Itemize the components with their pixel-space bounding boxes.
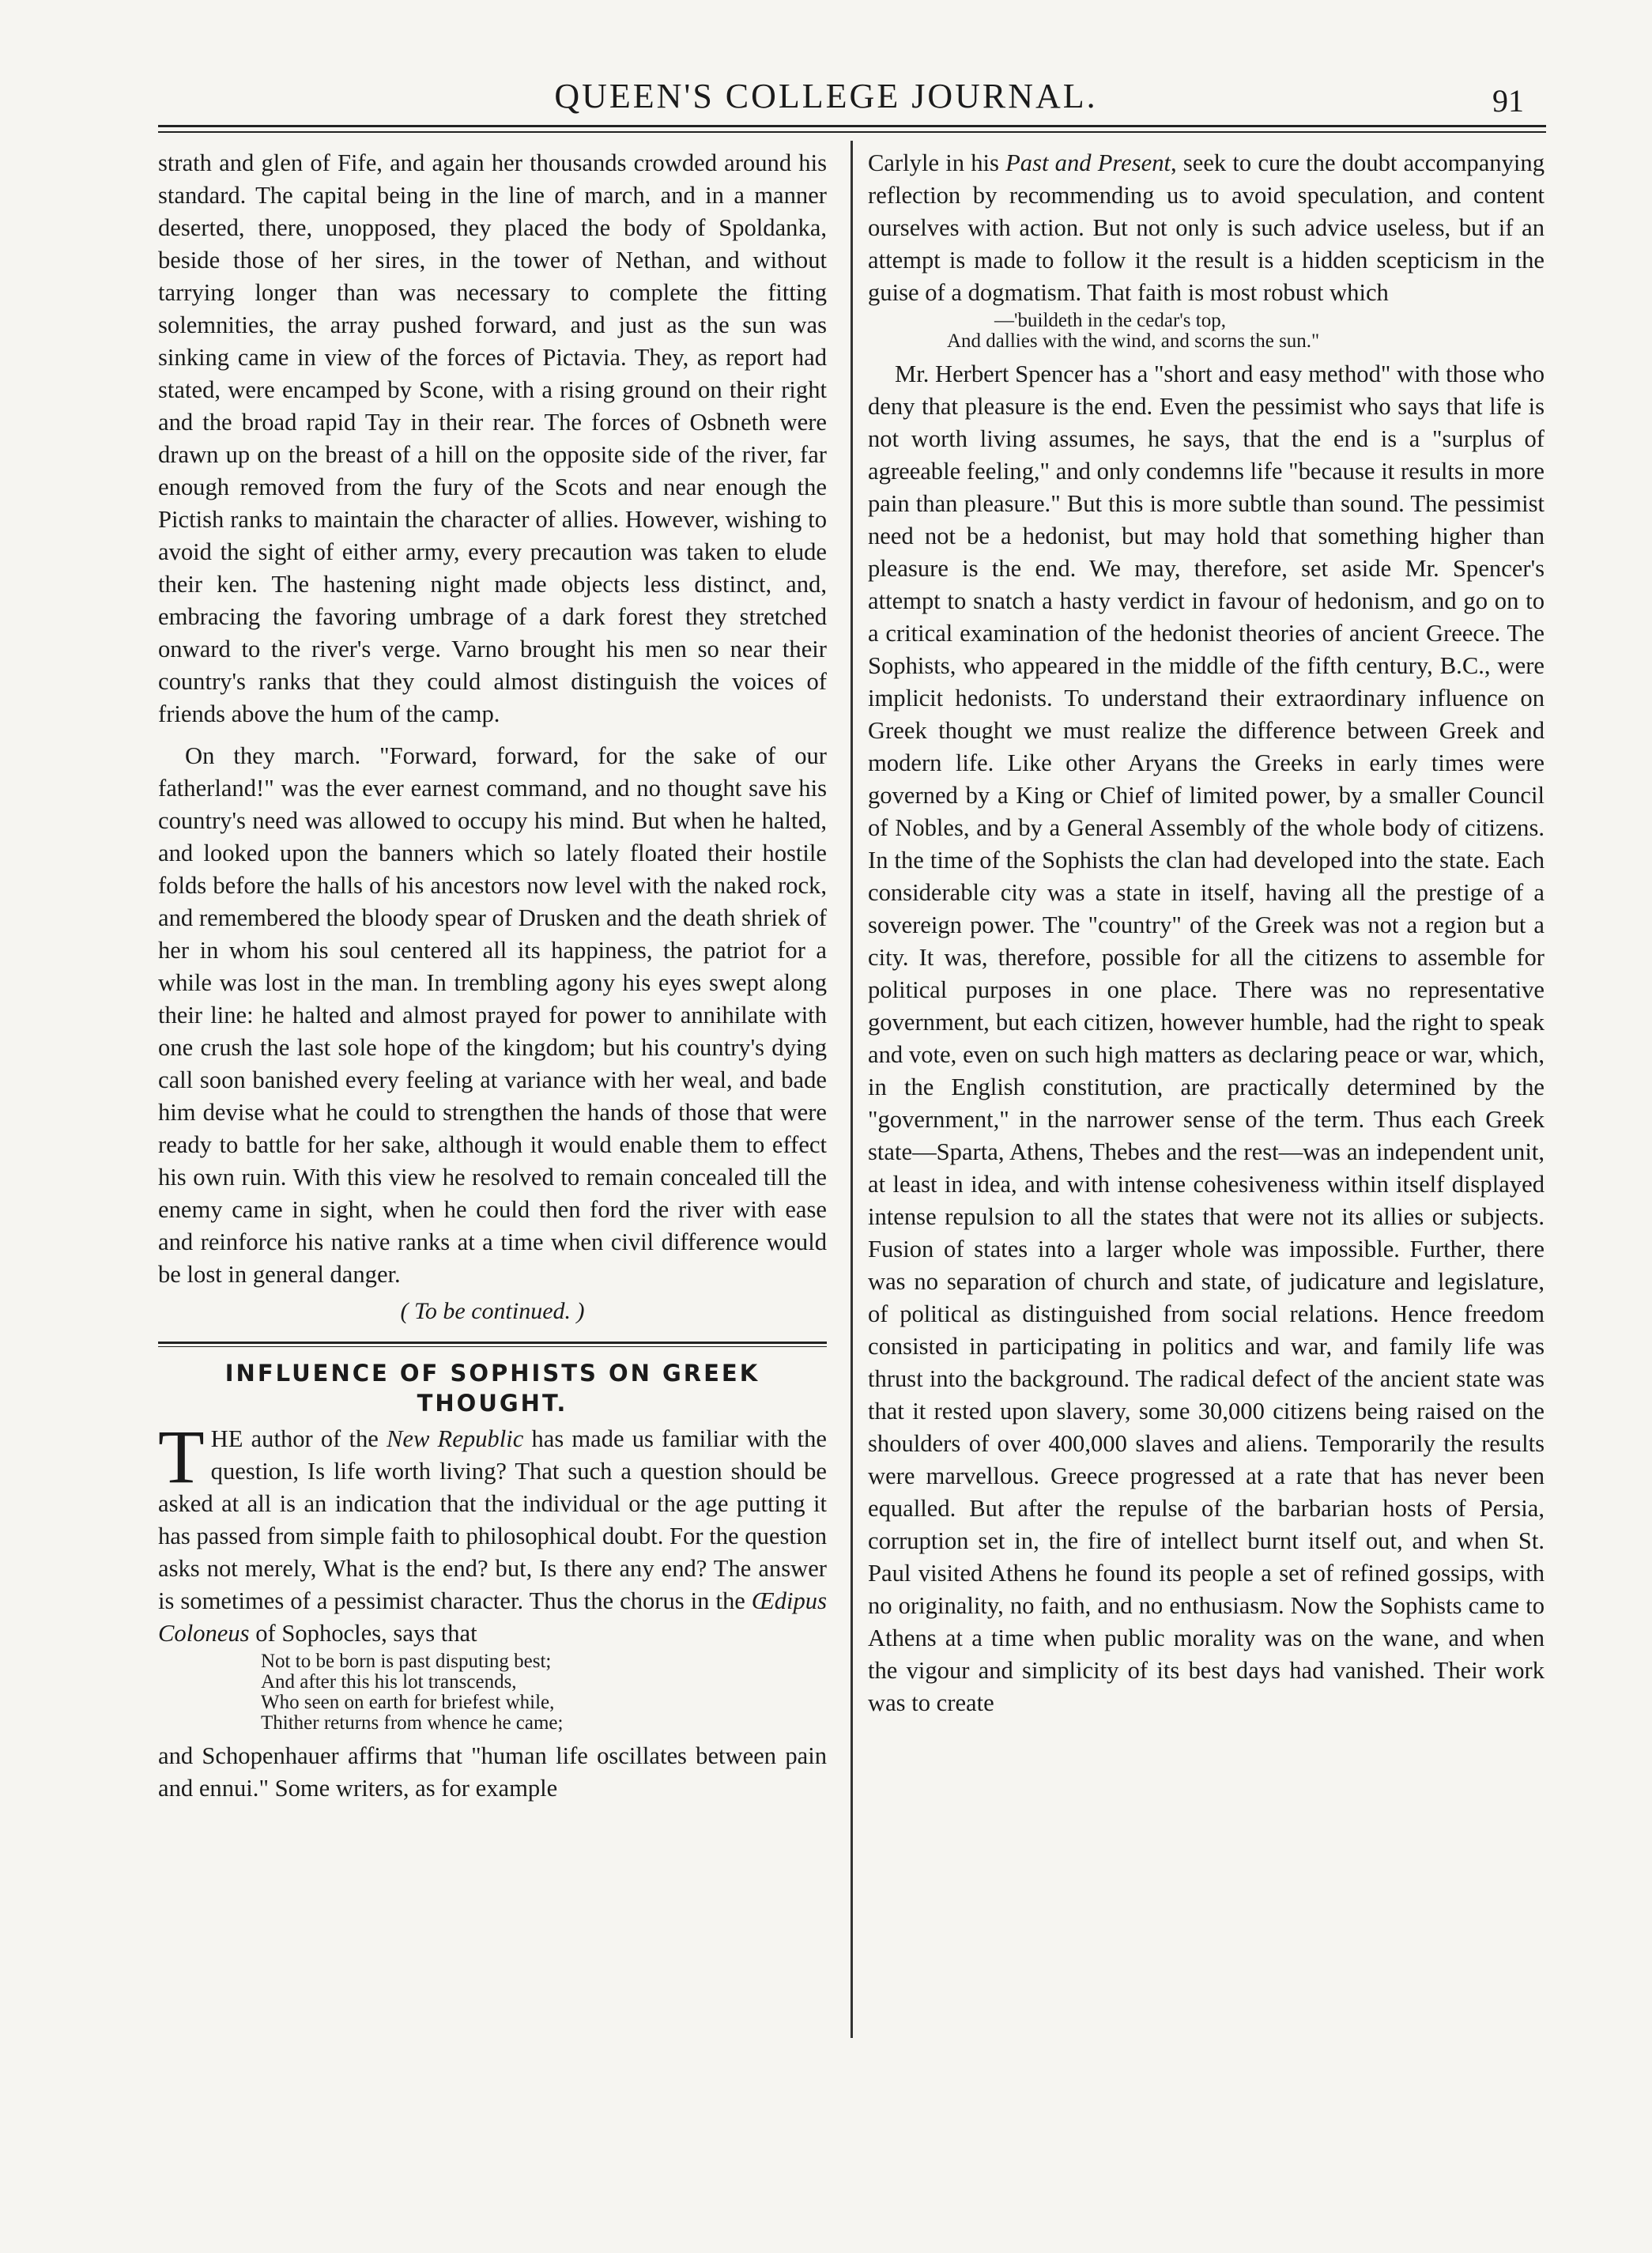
article-separator-thin [158, 1346, 827, 1347]
article-paragraph: and Schopenhauer affirms that "human life oscillates between pain and ennui." Some writers, as for example [158, 1742, 827, 1802]
page-number: 91 [1492, 83, 1524, 119]
verse-line: Thither returns from whence he came; [261, 1712, 564, 1734]
to-be-continued: ( To be continued. ) [400, 1298, 585, 1324]
article-separator [158, 1342, 827, 1344]
book-title: Œdipus Coloneus [158, 1587, 827, 1647]
verse-line: And after this his lot transcends, [261, 1671, 517, 1693]
article-paragraph: Mr. Herbert Spencer has a "short and easy method" with those who deny that pleasure is the end. Even the pessimist who says that life is not worth living assumes, he says, that the end is a "surplus of agreeable feeling," and only condemns life "because it results in more pain than pleasure." But this is more subtle than sound. The pessimist need not be a hedonist, but may hold that something higher than pleasure is the end. We may, therefore, set aside Mr. Spencer's attempt to snatch a hasty verdict in favour of hedonism, and go on to a critical examination of the hedonist theories of ancient Greece. The Sophists, who appeared in the middle of the fifth century, B.C., were implicit hedonists. To understand their extraordinary influence on Greek thought we must realize the difference between Greek and modern life. Like other Aryans the Greeks in early times were governed by a King or Chief of limited power, by a smaller Council of Nobles, and by a General Assembly of the whole body of citizens. In the time of the Sophists the clan had developed into the state. Each considerable city was a state in itself, having all the prestige of a sovereign power. The "country" of the Greek was not a region but a city. It was, therefore, possible for all the citizens to assemble for political purposes in one place. There was no representative government, but each citizen, however humble, had the right to speak and vote, even on such high matters as declaring peace or war, which, in the English constitution, are practically determined by the "government," in the narrower sense of the term. Thus each Greek state—Sparta, Athens, Thebes and the rest—was an independent unit, at least in idea, and with intense cohesiveness within itself displayed intense repulsion to all the states that were not its allies or subjects. Fusion of states into a larger whole was impossible. Further, there was no separation of church and state, of judicature and legislature, of political as distinguished from social relations. Hence freedom consisted in participating in politics and war, and family life was thrust into the background. The radical defect of the ancient state was that it rested upon slavery, some 30,000 citizens being raised on the shoulders of over 400,000 slaves and aliens. Temporarily the results were marvellous. Greece progressed at a rate that has never been equalled. But after the repulse of the barbarian hosts of Persia, corruption set in, the fire of intellect burnt itself out, and when St. Paul visited Athens he found its people a set of refined gossips, with no originality, no faith, and no enthusiasm. Now the Sophists came to Athens at a time when public morality was on the wane, and when the vigour and simplicity of its best days had vanished. Their work was to create [868, 360, 1545, 1716]
story-paragraph: On they march. "Forward, forward, for the sake of our fatherland!" was the ever earnest command, and no thought save his country's need was allowed to occupy his mind. But when he halted, and looked upon the banners which so lately floated their hostile folds before the halls of his ancestors now level with the naked rock, and remembered the bloody spear of Drusken and the death shriek of her in whom his soul centered all its happiness, the patriot for a while was lost in the man. In trembling agony his eyes swept along their line: he halted and almost prayed for power to annihilate with one crush the last sole hope of the kingdom; but his country's dying call soon banished every feeling at variance with her weal, and bade him devise what he could to strengthen the hands of those that were ready to battle for her sake, although it would enable them to effect his own ruin. With this view he resolved to remain concealed till the enemy came in sight, when he could then ford the river with ease and reinforce his native ranks at a time when civil difference would be lost in general danger. [158, 742, 827, 1288]
article-text: Carlyle in his [868, 149, 1006, 176]
article-heading: INFLUENCE OF SOPHISTS ON GREEK THOUGHT. [224, 1360, 760, 1417]
article-opening-paragraph [158, 1414, 827, 1650]
article-text: has made us familiar with the question, Is life worth living? That such a question should be asked at all is an indication that the individual or the age putting it has passed from simple faith to philosophical doubt. For the question asks not merely, What is the end? but, Is there any end? The answer is sometimes of a pessimist character. Thus the chorus in the [158, 1425, 827, 1614]
verse-quote [868, 311, 1545, 352]
verse-line: And dallies with the wind, and scorns the sun." [947, 330, 1320, 352]
header-rule-thin [158, 131, 1546, 133]
journal-title: QUEEN'S COLLEGE JOURNAL. [554, 77, 1098, 115]
article-text: of Sophocles, says that [249, 1620, 477, 1647]
verse-line: Not to be born is past disputing best; [261, 1651, 552, 1672]
drop-cap: T [158, 1414, 205, 1499]
verse-quote [158, 1651, 827, 1734]
verse-line: Who seen on earth for briefest while, [261, 1692, 555, 1713]
book-title: New Republic [387, 1425, 524, 1452]
right-column [868, 147, 1545, 1719]
left-column [158, 147, 827, 1805]
article-text: , seek to cure the doubt accompanying reflection by recommending us to avoid speculation, and content ourselves with action. But not only is such advice useless, but if an attempt is made to follow it the result is a hidden scepticism in the guise of a dogmatism. That faith is most robust which [868, 149, 1545, 306]
book-title: Past and Present [1005, 149, 1171, 176]
header-rule-thick [158, 125, 1546, 127]
article-text: HE author of the [210, 1425, 387, 1452]
verse-line: —'buildeth in the cedar's top, [994, 310, 1226, 331]
story-paragraph: strath and glen of Fife, and again her thousands crowded around his standard. The capital being in the line of march, and in a manner deserted, there, unopposed, they placed the body of Spoldanka, beside those of her sires, in the tower of Nethan, and without tarrying longer than was necessary to complete the fitting solemnities, the array pushed forward, and just as the sun was sinking came in view of the forces of Pictavia. They, as report had stated, were encamped by Scone, with a rising ground on their right and the broad rapid Tay in their rear. The forces of Osbneth were drawn up on the breast of a hill on the opposite side of the river, far enough removed from the fury of the Scots and near enough the Pictish ranks to maintain the character of allies. However, wishing to avoid the sight of either army, every precaution was taken to elude their ken. The hastening night made objects less distinct, and, embracing the favoring umbrage of a dark forest they stretched onward to the river's verge. Varno brought his men so near their country's ranks that they could almost distinguish the voices of friends above the hum of the camp. [158, 149, 827, 727]
column-divider [851, 141, 853, 2038]
article-paragraph [868, 147, 1545, 309]
